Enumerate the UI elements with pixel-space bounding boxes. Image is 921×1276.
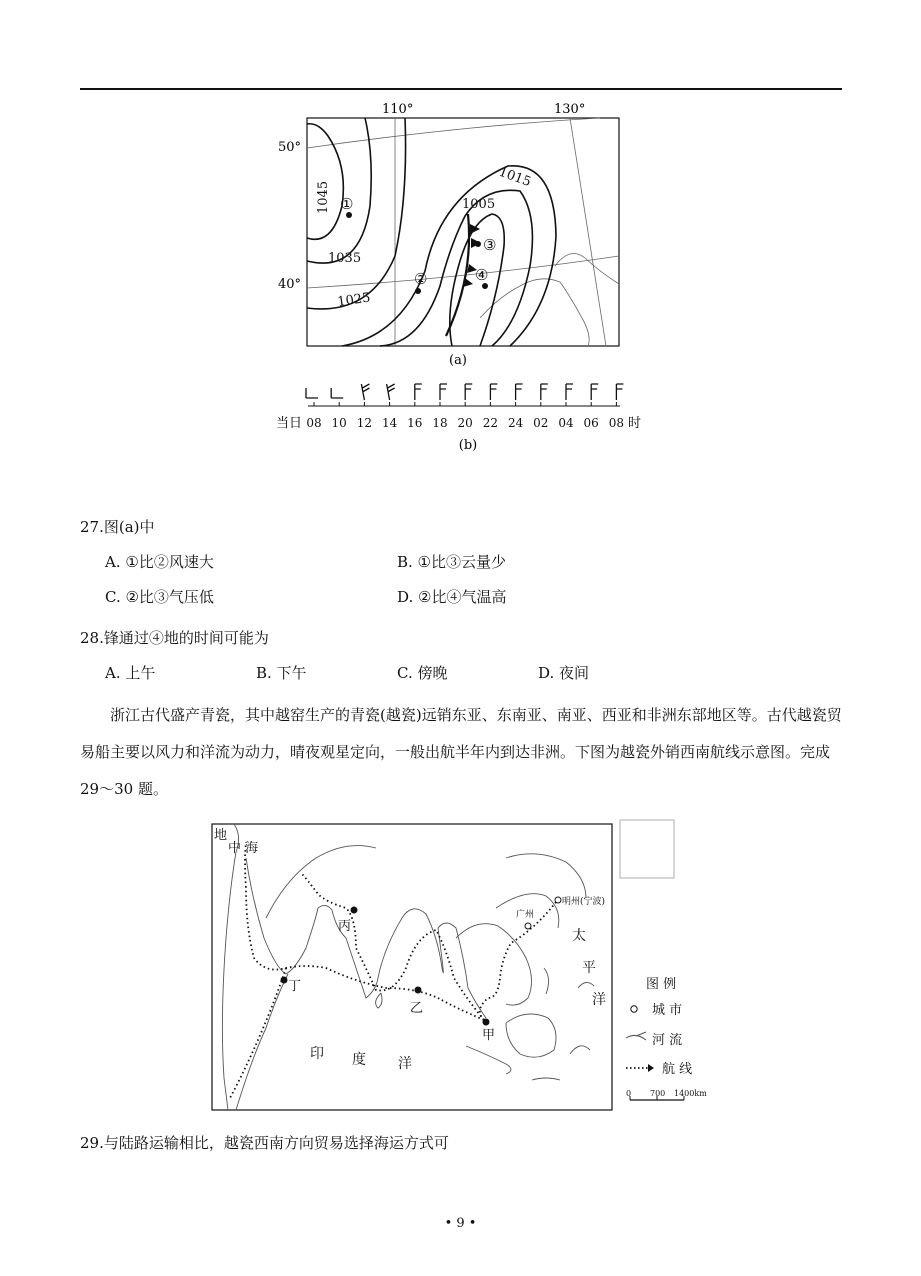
- hour-label: 24: [507, 416, 524, 430]
- wind-barb: [465, 384, 472, 400]
- legend-city-label: 城 市: [652, 1003, 683, 1018]
- legend-title: 图 例: [646, 977, 677, 992]
- label-du: 度: [352, 1052, 366, 1068]
- hour-label: 12: [356, 416, 373, 430]
- legend-river-icon: [626, 1032, 646, 1040]
- label-ping: 平: [582, 960, 596, 976]
- time-start-label: 当日: [276, 416, 303, 431]
- label-yang-indian: 洋: [398, 1056, 412, 1072]
- point-1: ①: [340, 195, 354, 213]
- figure-b-caption: (b): [458, 438, 478, 453]
- hour-label: 02: [533, 416, 549, 430]
- wind-barb: [387, 384, 395, 400]
- page-number: • 9 •: [444, 1216, 477, 1231]
- legend-river-label: 河 流: [652, 1033, 683, 1048]
- header-rule: [80, 88, 842, 90]
- q27-option-a: A. ①比②风速大: [105, 553, 214, 571]
- wind-barb: [331, 388, 343, 398]
- q27-option-d: D. ②比④气温高: [397, 588, 507, 606]
- label-tai: 太: [572, 928, 586, 944]
- label-mingzhou: 明州(宁波): [562, 897, 606, 907]
- inset-box: [620, 820, 674, 878]
- trade-route-map: [206, 818, 716, 1114]
- q28-option-a: A. 上午: [105, 664, 156, 682]
- q27-option-b: B. ①比③云量少: [397, 553, 507, 571]
- figure-a-caption: (a): [449, 353, 467, 368]
- q27-option-c: C. ②比③气压低: [105, 588, 214, 606]
- lon-label-110: 110°: [382, 102, 414, 117]
- wind-barb: [361, 384, 369, 400]
- wind-barb: [541, 384, 548, 400]
- legend-city-icon: [631, 1006, 637, 1012]
- legend-route-label: 航 线: [662, 1062, 693, 1077]
- figure-a-isobar-map: [270, 96, 650, 368]
- q28-option-b: B. 下午: [256, 664, 307, 682]
- q29-stem: 29.与陆路运输相比，越瓷西南方向贸易选择海运方式可: [80, 1134, 449, 1152]
- lon-label-130: 130°: [554, 102, 586, 117]
- label-jia: 甲: [482, 1028, 496, 1043]
- label-guangzhou: 广州: [516, 910, 535, 920]
- label-yin: 印: [310, 1046, 324, 1062]
- wind-barb: [306, 388, 318, 398]
- point-4: ④: [475, 266, 489, 284]
- isobar-label-1015: 1015: [496, 164, 533, 191]
- label-bing: 丙: [338, 919, 352, 934]
- label-ding: 丁: [288, 979, 302, 994]
- q27-stem: 27.图(a)中: [80, 518, 155, 536]
- q28-option-d: D. 夜间: [538, 664, 590, 682]
- hour-label: 08: [306, 416, 322, 430]
- hour-label: 20: [457, 416, 473, 430]
- hour-label: 22: [482, 416, 499, 430]
- hour-label: 14: [381, 416, 398, 430]
- wind-barb: [516, 384, 523, 400]
- wind-barb: [415, 384, 422, 400]
- wind-barb: [591, 384, 598, 400]
- isobar-label-1045: 1045: [316, 180, 331, 214]
- hour-label: 06: [583, 416, 599, 430]
- hour-label: 16: [407, 416, 423, 430]
- isobar-label-1025: 1025: [336, 290, 372, 310]
- point-2: ②: [414, 270, 428, 288]
- map-frame: [212, 824, 612, 1110]
- passage-text: 浙江古代盛产青瓷，其中越窑生产的青瓷(越瓷)远销东亚、东南亚、南亚、西亚和非洲东部地区等。古代越瓷贸易船主要以风力和洋流为动力，晴夜观星定向，一般出航半年内到达非洲。下图为越瓷外销西南航线示意图。完成 29～30 题。: [80, 706, 842, 798]
- label-yang-pacific: 洋: [592, 992, 606, 1008]
- scale-0: 0: [626, 1089, 632, 1098]
- wind-barb: [440, 384, 447, 400]
- hour-label: 04: [558, 416, 574, 430]
- hour-label: 18: [432, 416, 448, 430]
- time-end-label: 时: [628, 416, 642, 431]
- q28-stem: 28.锋通过④地的时间可能为: [80, 629, 269, 647]
- label-zhonghai: 中 海: [228, 841, 259, 856]
- label-yi: 乙: [410, 1001, 424, 1016]
- hour-label: 10: [331, 416, 347, 430]
- isobar-label-1035: 1035: [328, 251, 362, 266]
- figure-b-wind-timeline: [270, 374, 650, 456]
- wind-barb: [490, 384, 497, 400]
- lat-label-50: 50°: [278, 140, 302, 155]
- scale-700: 700: [650, 1089, 666, 1098]
- wind-barb: [566, 384, 573, 400]
- point-3: ③: [483, 236, 497, 254]
- isobar-label-1005: 1005: [462, 197, 496, 212]
- wind-barb: [616, 384, 623, 400]
- lat-label-40: 40°: [278, 277, 302, 292]
- q28-option-c: C. 傍晚: [397, 664, 448, 682]
- label-di: 地: [214, 828, 228, 843]
- map-frame: [307, 118, 619, 346]
- scale-1400: 1400km: [674, 1089, 707, 1098]
- hour-label: 08: [608, 416, 625, 430]
